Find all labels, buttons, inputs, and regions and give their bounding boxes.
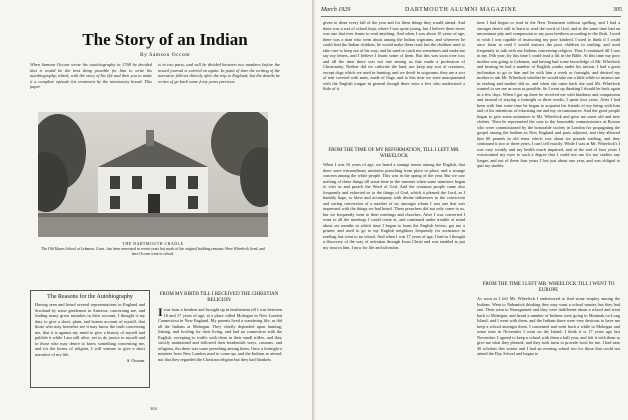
box-heading: The Reasons for the Autobiography [47,294,133,300]
house-photo-illustration [38,112,268,237]
photo-caption-title: THE DARTMOUTH CRADLE [122,241,184,246]
body-column-2-top: time I had begun to read in the New Testament without spelling, and I had a stronger desire still to learn to read the word of God, and at the same time had an uncommon pity and compassion to my poor brethren according to the flesh. I used to wish I was capable of instructing my poor kindred. I used to think if I could once learn to read I would instruct the poor children in reading, and used frequently to talk with our Indians concerning religion. Thus I continued till I was in my 19th year; by this time I could read a lift in the Bible. At this time my poor mother was going to Lebanon, and having had some knowledge of Mr. Wheelock and hearing he had a number of English youths under his tuition, I had a great inclination to go to him and be with him a week or fortnight, and desired my mother to ask Mr. Wheelock whether he would take me a little while to instruct me in reading and mother did so, and when she came back she said Mr. Wheelock wanted to see me as soon as possible. So I went up thinking I should be back again in a few days. When I got up there he received me with kindness and compassion and instead of staying a fortnight or three weeks, I spent four years. After I had been with him some time he began to acquaint his friends of my being with him and of his intentions of educating me and my circumstances. And the good people began to give some assistance to Mr. Wheelock and gave me some old and new clothes. Then he represented the case to the honorable commissioners at Boston who were commissioned by the honorable society in London for propagating the gospel among the Indians in New England and parts adjacent, and they allowed him 60 pounds in old tenor which was about six pounds sterling, and they continued it two or three years, I can't tell exactly. While I was at Mr. Wheelock's I was very weakly and my health much impaired, and at the end of four years I overstrained my eyes to such a degree that I could not use for my studies any longer, and out of these four years I lost just about one year, and was obliged to quit my studies. [477,20,620,168]
photo-caption: The Old Moses School at Lebanon, Conn., has been renovated in recent years but much of the original building remains. Here Wheelock lived, and here Occom went to school. [41,247,265,256]
article-title: The Story of an Indian [82,30,248,49]
box-text: Having seen and heard several representations in England and Scotland by some gentlemen in America, concerning me, and finding many gross mistakes in their account, I thought it my duty to give a short, plain, and honest account of myself, that those who may hereafter see it may know the truth concerning me, that it is against my mind to give a history of myself and publish it while I am still alive, yet to do justice to myself and to those who may desire to know something concerning me, and for the honor of religion, I will venture to give a short narrative of my life. [35,302,145,357]
drop-cap: I [158,307,163,319]
page-number-right: 305 [613,7,622,13]
intro-text-right: is in two parts, and will be divided between two numbers before the actual journal is carried on again. In point of time the writing of the narrative follows directly after the trip to England, but the details he writes of go back some forty years previous. [158,62,280,84]
header-rule [321,16,621,17]
page-number-left: 304 [150,406,157,411]
section-heading-europe: FROM THE TIME I LEFT MR. WHEELOCK TILL I WENT TO EUROPE [482,282,615,293]
autobiography-reasons-box [30,290,150,388]
right-page [315,0,628,420]
left-page [0,0,312,420]
running-head-title: DARTMOUTH ALUMNI MAGAZINE [405,7,517,13]
body-column-2-bottom: As soon as I left Mr. Wheelock I endeavored to find some employ among the Indians. Went to Nahantick thinking they may want a school master, but they had one. Then went to Narragansett and they were indifferent about a school and went back to Mohegan, and heard a number of Indians were going to Montauk on Long Island, and I went with them, and the Indians there were very desirous to have me keep a school amongst them. I consented and went back a while to Mohegan and some time in November I went on the Island, I think it is 17 years ago last November. I agreed to keep a school with them a half year, and left it with them to give me what they pleased; and they took turns to provide food for me. I had near 30 scholars this winter and I had an evening school too for those that could not attend the Day School and began to [477,296,620,356]
running-head-date: March 1929 [321,7,351,13]
dartmouth-cradle-photo [38,112,268,237]
body-column-1-bottom: When I was 16 years of age, we heard a strange rumor among the English, that there were extraordinary ministers preaching from place to place, and a strange concern among the white people. This was in the spring of the year. But we saw nothing of these things till some time in the summer when some ministers began to visit us and preach the Word of God. And the common people came also frequently and exhorted us to the things of God, which it pleased the Lord, as I humbly hope, to bless and accompany with divine influences to the conviction and saving conversion of a number of us; amongst whom I was one that was impressed with the things we had heard. These preachers did not only come to us, but we frequently went to their meetings and churches. After I was converted I went to all the meetings I could come at, and continued under trouble of mind about six months at which time I began to learn the English letters; got me a primer, and used to go to my English neighbors frequently for assistance in reading, but went to no school. And when I was 17 years of age, I had as I thought a discovery of the way of salvation through Jesus Christ and was enabled to put my trust in him, I now for life and salvation. [323,162,465,250]
section-heading-reformation: FROM THE TIME OF MY REFORMATION, TILL I LEFT MR. WHEELOCK [328,148,460,159]
intro-text-left: When Samson Occom wrote his autobiography in 1768 he decided that it would be the best thing possible for him to write his autobiography, which, with the story of his life and then you to make it a complete episode his treatment by the missionary board. This paper [30,62,152,90]
byline: By Samson Occom [140,52,190,58]
section-heading-birth: FROM MY BIRTH TILL I RECEIVED THE CHRISTIAN RELIGION [159,292,279,303]
box-signature: S. Occum. [126,358,145,363]
body-text-birth: was born a heathen and brought up in heathenism till I was between 16 and 17 years of age, at a place called Mohegan in New London Connecticut in New England. My parents lived a wandering life, as did all the Indians at Mohegan. They chiefly depended upon hunting, fishing, and fowling for their living, and had no connection with the English, excepting to traffic with them in their small trifles, and they strictly maintained and followed their heathenish ways, customs, and religions, tho there was some preaching among them. Once a fortnight a minister from New London used to come up, and the Indians to attend; not that they regarded the Christian religion but they had blankets [158,307,282,362]
body-column-birth [158,307,282,404]
body-column-1-top: given to them every fall of the year and for these things they would attend. And there was a sort of school kept, where I was quite young, but I believe there never was one that ever learnt to read anything. And when I was about 10 years of age, there was a man who went about among the Indian wigwams, and wherever he could find the Indian children, he would make them read; but the children used to take care to keep out of his way; and he used to catch me sometimes and make me say my letters, and I believe I learnt some of them. But this was soon over too; and all the time there was not one among us that made a profession of Christianity. Neither did we cultivate the land, nor keep any sort of creatures, except dogs which we used in hunting; and we dwelt in wigwams; they are a sort of tent covered with mats, made of flags; and to this time we were unacquainted with the English tongue in general though there were a few who understood a little of it. [323,20,465,91]
